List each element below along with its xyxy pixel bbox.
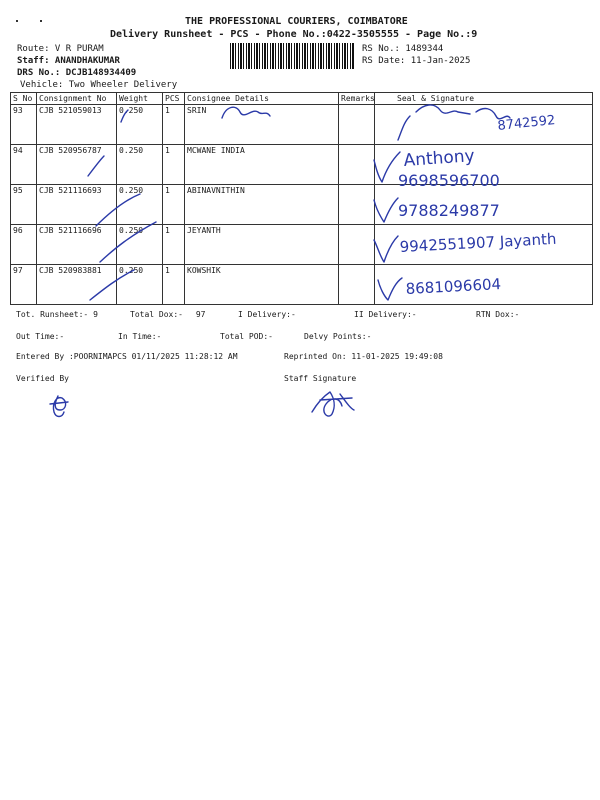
ink-text-row96: 9942551907 Jayanth (399, 229, 557, 256)
cell-remarks (339, 105, 375, 145)
cell-consignee: SRIN (185, 105, 339, 145)
table-row (11, 265, 593, 305)
company-title: THE PROFESSIONAL COURIERS, COIMBATORE (185, 16, 408, 27)
table-row (11, 185, 593, 225)
table-row (11, 145, 593, 185)
cell-weight: 0.250 (117, 145, 163, 185)
total-dox: Total Dox:- 97 (130, 310, 206, 319)
staff-label: Staff: ANANDHAKUMAR (17, 56, 120, 66)
runsheet-table (10, 92, 593, 305)
out-time-label: Out Time:- (16, 332, 65, 341)
table-row (11, 105, 593, 145)
cell-pcs: 1 (163, 105, 185, 145)
col-header-weight: Weight (117, 93, 163, 105)
cell-pcs: 1 (163, 145, 185, 185)
cell-sno: 93 (11, 105, 37, 145)
table-row (11, 225, 593, 265)
rs-date-label: RS Date: 11-Jan-2025 (362, 56, 471, 66)
scan-mark (40, 20, 42, 22)
cell-pcs: 1 (163, 185, 185, 225)
total-runsheet-value: 9 (93, 310, 98, 319)
cell-consignment: CJB 520956787 (37, 145, 117, 185)
rs-no-label: RS No.: 1489344 (362, 44, 444, 54)
cell-remarks (339, 225, 375, 265)
in-time-label: In Time:- (118, 332, 162, 341)
cell-sno: 94 (11, 145, 37, 185)
ink-text-row97: 8681096604 (405, 275, 502, 298)
cell-signature (375, 265, 593, 305)
cell-consignment: CJB 521116696 (37, 225, 117, 265)
cell-remarks (339, 145, 375, 185)
cell-consignee: JEYANTH (185, 225, 339, 265)
cell-remarks (339, 265, 375, 305)
cell-signature (375, 145, 593, 185)
entered-by-label: Entered By :POORNIMAPCS 01/11/2025 11:28:12 AM (16, 352, 238, 361)
staff-signature-label: Staff Signature (284, 374, 357, 383)
cell-sno: 96 (11, 225, 37, 265)
ink-text-row95: 9788249877 (398, 201, 500, 220)
ink-staff-signature (312, 392, 354, 416)
i-delivery-label: I Delivery:- (238, 310, 296, 319)
ii-delivery-label: II Delivery:- (354, 310, 417, 319)
cell-signature (375, 105, 593, 145)
cell-weight: 0.250 (117, 265, 163, 305)
route-label: Route: V R PURAM (17, 44, 104, 54)
cell-pcs: 1 (163, 225, 185, 265)
col-header-sno: S No (11, 93, 37, 105)
scan-mark (16, 20, 18, 22)
delvy-points-label: Delvy Points:- (304, 332, 372, 341)
cell-pcs: 1 (163, 265, 185, 305)
page-subtitle: Delivery Runsheet - PCS - Phone No.:0422-3505555 - Page No.:9 (110, 29, 478, 40)
total-dox-value: 97 (195, 310, 206, 319)
col-header-pcs: PCS (163, 93, 185, 105)
col-header-remarks: Remarks (339, 93, 375, 105)
cell-sno: 95 (11, 185, 37, 225)
verified-by-label: Verified By (16, 374, 69, 383)
col-header-consignment: Consignment No (37, 93, 117, 105)
rtn-dox-label: RTN Dox:- (476, 310, 520, 319)
cell-consignment: CJB 521116693 (37, 185, 117, 225)
col-header-consignee: Consignee Details (185, 93, 339, 105)
cell-weight: 0.250 (117, 225, 163, 265)
cell-weight: 0.250 (117, 185, 163, 225)
cell-signature (375, 185, 593, 225)
cell-consignee: KOWSHIK (185, 265, 339, 305)
ink-text-row94-phone: 9698596700 (398, 171, 500, 190)
reprinted-on-label: Reprinted On: 11-01-2025 19:49:08 (284, 352, 443, 361)
cell-consignee: ABINAVNITHIN (185, 185, 339, 225)
total-runsheet: Tot. Runsheet:- 9 (16, 310, 98, 319)
drs-label: DRS No.: DCJB148934409 (17, 68, 137, 78)
cell-sno: 97 (11, 265, 37, 305)
ink-text-row93: 8742592 (496, 113, 557, 134)
total-pod-label: Total POD:- (220, 332, 273, 341)
cell-signature (375, 225, 593, 265)
cell-consignment: CJB 521059013 (37, 105, 117, 145)
cell-consignment: CJB 520983881 (37, 265, 117, 305)
cell-remarks (339, 185, 375, 225)
table-header-row (11, 93, 593, 105)
col-header-signature: Seal & Signature (375, 93, 593, 105)
ink-text-row94-name: Anthony (402, 146, 476, 171)
cell-weight: 0.250 (117, 105, 163, 145)
barcode-image (230, 43, 354, 69)
vehicle-label: Vehicle: Two Wheeler Delivery (20, 80, 178, 90)
ink-verified-initials (50, 396, 68, 417)
cell-consignee: MCWANE INDIA (185, 145, 339, 185)
